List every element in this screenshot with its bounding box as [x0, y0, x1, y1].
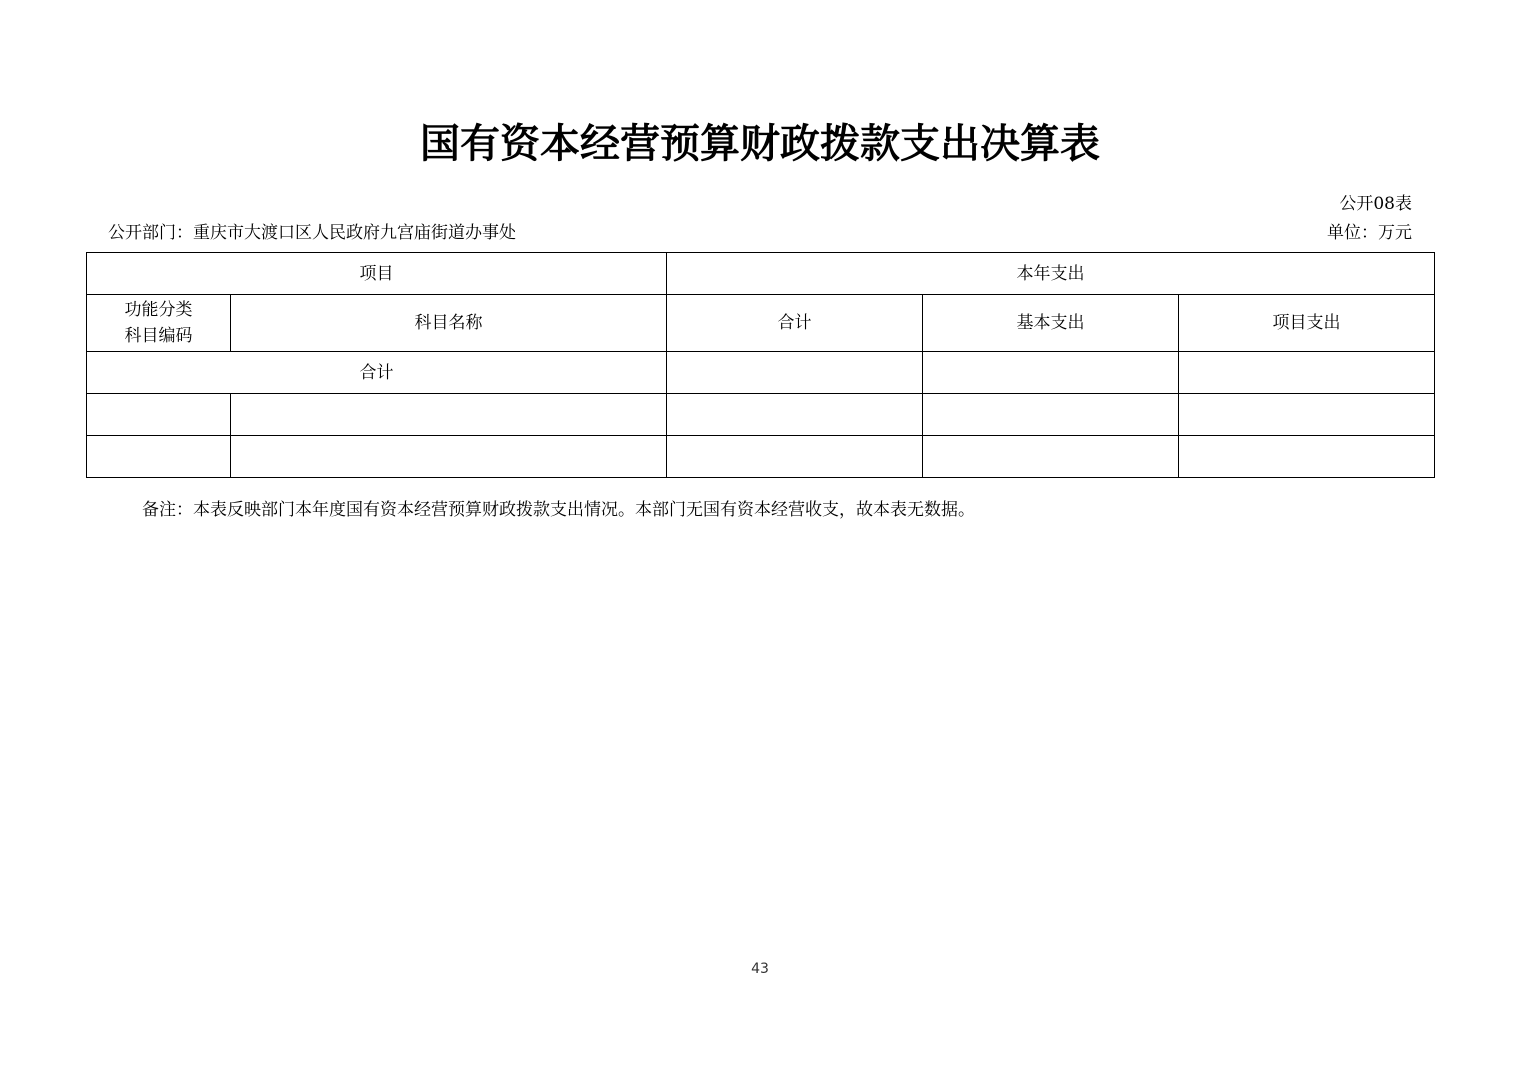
row-name: [231, 436, 667, 478]
row-code: [87, 394, 231, 436]
total-row-total: [667, 352, 923, 394]
header-project-expenditure: 项目支出: [1179, 295, 1435, 352]
table-row: [87, 436, 1435, 478]
row-name: [231, 394, 667, 436]
total-row: [87, 352, 1435, 394]
header-basic-expenditure: 基本支出: [923, 295, 1179, 352]
form-number: 公开08表: [1339, 194, 1412, 214]
total-row-basic: [923, 352, 1179, 394]
row-basic: [923, 436, 1179, 478]
header-current-year-expenditure: 本年支出: [667, 253, 1435, 295]
unit-label: 单位：万元: [1327, 223, 1412, 243]
total-row-project: [1179, 352, 1435, 394]
header-total: 合计: [667, 295, 923, 352]
page-number: 43: [751, 961, 769, 977]
page-title: 国有资本经营预算财政拨款支出决算表: [420, 121, 1100, 167]
row-project: [1179, 394, 1435, 436]
row-basic: [923, 394, 1179, 436]
row-code: [87, 436, 231, 478]
table-header-row: [87, 253, 1435, 295]
header-item: 项目: [87, 253, 667, 295]
header-subject-name: 科目名称: [231, 295, 667, 352]
total-row-label: 合计: [87, 352, 667, 394]
table-row: [87, 394, 1435, 436]
table-note: 备注：本表反映部门本年度国有资本经营预算财政拨款支出情况。本部门无国有资本经营收支，故本表无数据。: [142, 500, 975, 520]
header-function-code-line2: 科目编码: [124, 326, 193, 346]
header-function-code-line1: 功能分类: [124, 300, 193, 320]
budget-expenditure-table: [86, 252, 1435, 478]
table-subheader-row: [87, 295, 1435, 352]
header-function-code: [87, 295, 231, 352]
row-project: [1179, 436, 1435, 478]
row-total: [667, 436, 923, 478]
row-total: [667, 394, 923, 436]
disclosing-department: 公开部门：重庆市大渡口区人民政府九宫庙街道办事处: [108, 223, 516, 243]
